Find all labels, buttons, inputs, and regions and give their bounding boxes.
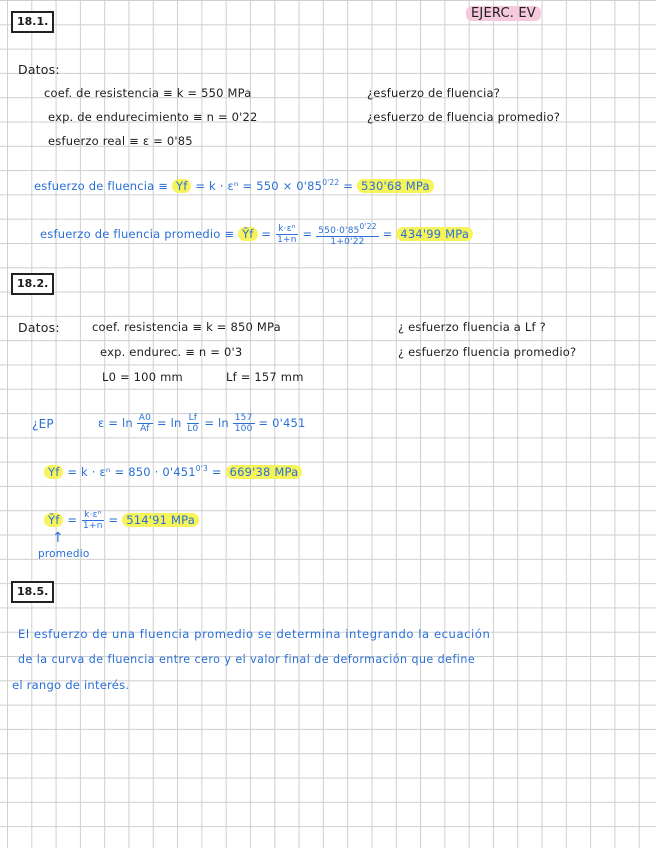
exercise-number-18-1: 18.1.: [11, 11, 54, 33]
yf2-value: 669'38 MPa: [226, 465, 303, 479]
result-fluencia-label: esfuerzo de fluencia ≡: [34, 178, 169, 193]
datos2-l0: L0 = 100 mm: [102, 370, 183, 384]
ybar-calc-line: Ȳf = $\frac{\text{k·εⁿ}}{1+n}$ = 514'91 MPa: [44, 510, 199, 531]
fraction-a0-af: $\frac{A0}{Af}$: [138, 413, 152, 434]
datos2-line-coef: coef. resistencia ≡ k = 850 MPa: [92, 320, 281, 334]
strain-calc-line: ε = ln $\frac{A0}{Af}$ = ln $\frac{Lf}{L0}$ = ln $\frac{157}{100}$ = 0'451: [98, 413, 306, 434]
promedio-note: promedio: [38, 548, 90, 560]
result-fluencia-line: [34, 178, 434, 193]
result-promedio-eq3: =: [382, 227, 393, 241]
result-promedio-line: [40, 222, 473, 247]
up-arrow-icon: ↑: [52, 530, 64, 546]
fraction-157-100: $\frac{157}{100}$: [234, 413, 253, 434]
ep-label: ¿EP: [32, 417, 54, 431]
result-promedio-eq2: =: [302, 227, 313, 241]
answer-line-3: el rango de interés.: [12, 678, 130, 692]
datos-line-exp: exp. de endurecimiento ≡ n = 0'22: [48, 110, 258, 124]
result-fluencia-exponent: 0'22: [322, 178, 340, 187]
fraction-ken-1n-2: $\frac{\text{k·εⁿ}}{1+n}$: [83, 510, 103, 531]
result-promedio-eq1: =: [261, 227, 272, 241]
question-fluencia: ¿esfuerzo de fluencia?: [367, 86, 501, 100]
datos-label-1: Datos:: [18, 62, 60, 77]
yf-symbol: Yf: [172, 179, 191, 193]
exercise-number-18-2: 18.2.: [11, 273, 54, 295]
datos-line-coef: coef. de resistencia ≡ k = 550 MPa: [44, 86, 252, 100]
result-promedio-label: esfuerzo de fluencia promedio ≡: [40, 227, 235, 241]
question2-fluencia-promedio: ¿ esfuerzo fluencia promedio?: [398, 345, 577, 359]
ybar-symbol: Ȳf: [238, 227, 257, 241]
answer-line-1: El esfuerzo de una fluencia promedio se determina integrando la ecuación: [18, 627, 491, 641]
page-header-title: EJERC. EV: [466, 6, 541, 21]
exercise-number-18-5: 18.5.: [11, 581, 54, 603]
datos-label-2: Datos:: [18, 320, 60, 335]
result-fluencia-formula: = k · εⁿ = 550 × 0'85: [195, 178, 323, 193]
answer-line-2: de la curva de fluencia entre cero y el valor final de deformación que define: [18, 653, 476, 666]
datos2-line-exp: exp. endurec. ≡ n = 0'3: [100, 345, 243, 359]
yf-calc-line: $Yf = k \cdot \varepsilon^n = 850 \cdot 0'451^{0'3} = 669'38$ MPa: [44, 464, 302, 479]
fraction-lf-l0: $\frac{Lf}{L0}$: [187, 413, 199, 434]
result-promedio-value: 434'99 MPa: [396, 227, 473, 241]
result-fluencia-equals: =: [343, 178, 354, 193]
datos-line-esfuerzo-real: esfuerzo real ≡ ε = 0'85: [48, 134, 193, 148]
fraction-k-en-over-1n: $\frac{\text{k·εⁿ}}{1+n}$: [277, 224, 297, 245]
datos2-lf: Lf = 157 mm: [226, 370, 304, 384]
ybar2-value: 514'91 MPa: [122, 513, 199, 527]
question-fluencia-promedio: ¿esfuerzo de fluencia promedio?: [367, 110, 561, 124]
ybar2-symbol: Ȳf: [44, 513, 63, 527]
question2-fluencia-lf: ¿ esfuerzo fluencia a Lf ?: [398, 320, 546, 334]
result-fluencia-value: 530'68 MPa: [357, 179, 434, 193]
yf2-symbol: Yf: [44, 465, 63, 479]
fraction-numeric: $\frac{550\cdot 0'85^{0'22}}{1+0'22}$: [318, 222, 377, 247]
